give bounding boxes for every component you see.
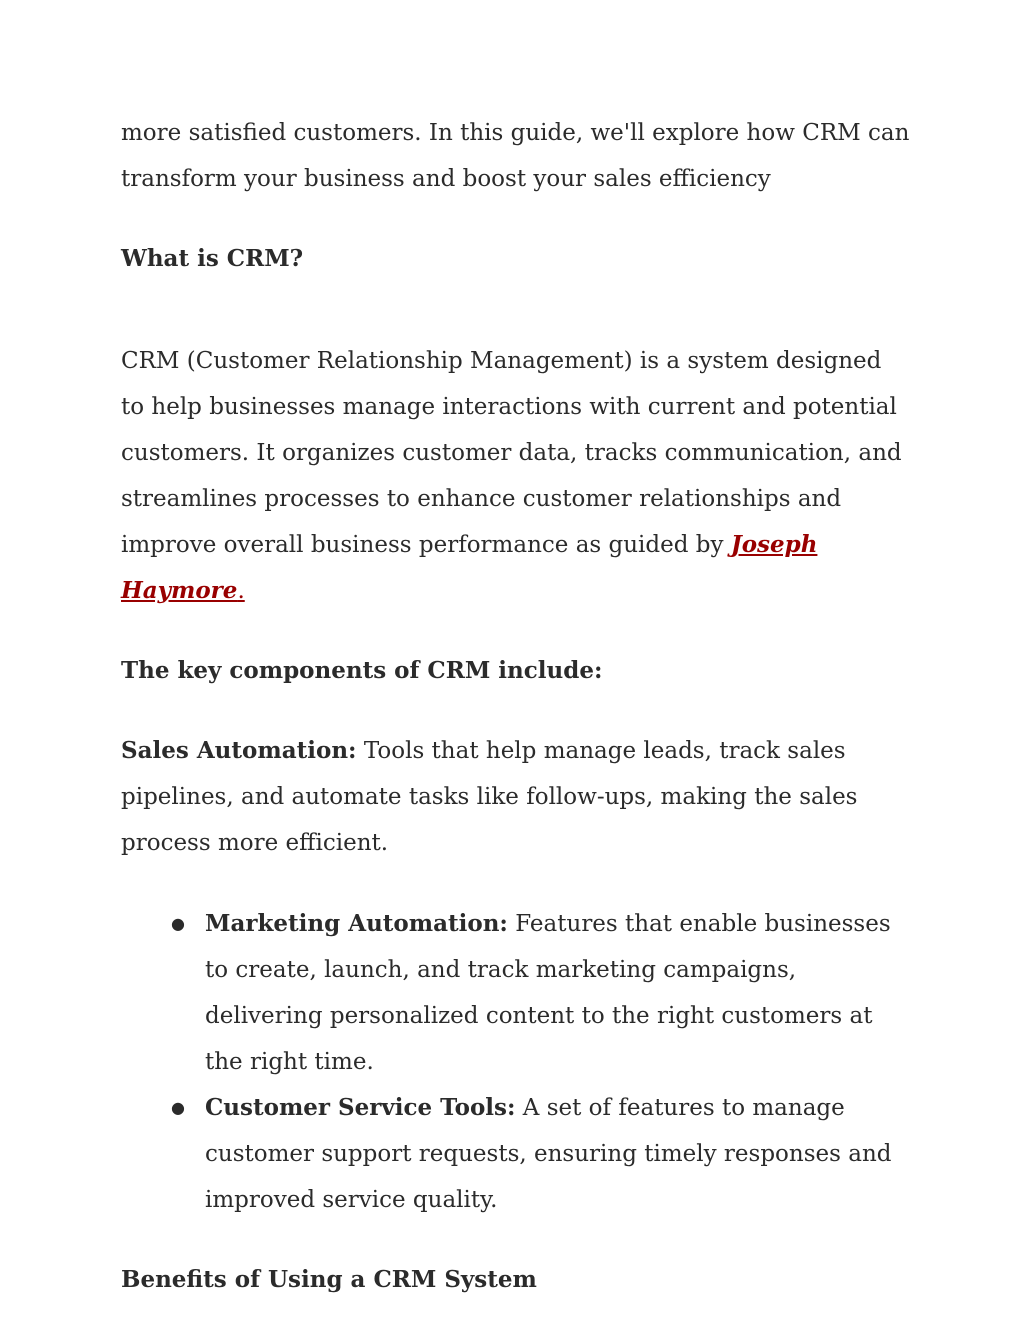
- bullet-icon: ●: [171, 1098, 185, 1117]
- marketing-automation-term: Marketing Automation:: [205, 910, 508, 937]
- customer-service-term: Customer Service Tools:: [205, 1094, 516, 1121]
- sales-automation-term: Sales Automation:: [121, 737, 357, 764]
- list-item-customer-service-tools: [171, 1085, 911, 1223]
- crm-definition-paragraph: [121, 338, 911, 614]
- heading-key-components: The key components of CRM include:: [121, 657, 603, 684]
- heading-what-is-crm: What is CRM?: [121, 245, 304, 272]
- bullet-icon: ●: [171, 914, 185, 933]
- customer-service-desc: A set of features to manage customer support requests, ensuring timely responses and improved service quality.: [205, 1095, 892, 1213]
- sales-automation-paragraph: [121, 728, 911, 866]
- intro-paragraph: more satisfied customers. In this guide, we'll explore how CRM can transform your business and boost your sales efficiency: [121, 120, 910, 192]
- list-item-marketing-automation: [171, 901, 911, 1085]
- components-list: [121, 901, 911, 1223]
- heading-benefits: Benefits of Using a CRM System: [121, 1266, 537, 1293]
- author-link[interactable]: Joseph Haymore: [121, 531, 818, 604]
- marketing-automation-desc: Features that enable businesses to create, launch, and track marketing campaigns, delivering personalized content to the right customers at the right time.: [205, 911, 891, 1075]
- link-period: .: [237, 578, 245, 604]
- document-page: [121, 110, 911, 1303]
- sales-automation-desc: Tools that help manage leads, track sales pipelines, and automate tasks like follow-ups, making the sales process more efficient.: [121, 738, 858, 856]
- crm-definition-text: CRM (Customer Relationship Management) is a system designed to help businesses manage interactions with current and potential customers. It organizes customer data, tracks communication, and streamlines processes to enhance customer relationships and improve overall business performance as guided by: [121, 348, 902, 558]
